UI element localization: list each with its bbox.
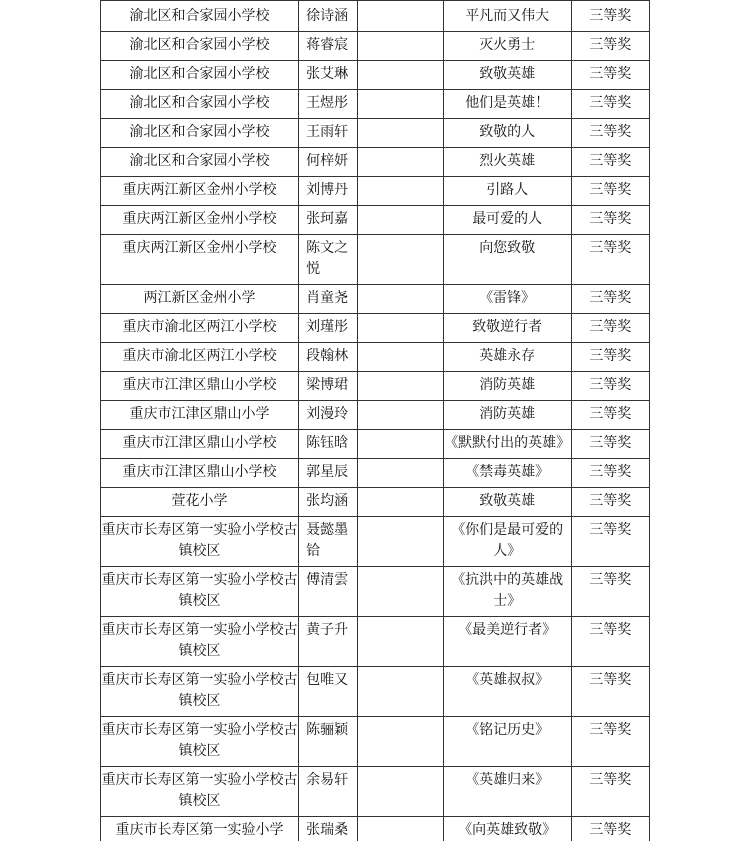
work-title-cell: 《默默付出的英雄》 (443, 430, 571, 459)
work-title-cell: 英雄永存 (443, 343, 571, 372)
work-title-cell: 致敬英雄 (443, 488, 571, 517)
table-row (101, 817, 650, 841)
award-level-cell: 三等奖 (571, 667, 649, 717)
table-row (101, 459, 650, 488)
student-name-cell: 王煜彤 (299, 90, 358, 119)
school-cell: 渝北区和合家园小学校 (101, 1, 299, 32)
work-title-cell: 向您致敬 (443, 235, 571, 285)
student-name-cell: 蒋睿宸 (299, 32, 358, 61)
student-name-cell: 陈钰晗 (299, 430, 358, 459)
table-row (101, 517, 650, 567)
work-title-cell: 《雷锋》 (443, 285, 571, 314)
empty-cell (358, 177, 443, 206)
school-cell: 重庆市长寿区第一实验小学 (101, 817, 299, 841)
empty-cell (358, 817, 443, 841)
school-cell: 重庆市江津区鼎山小学校 (101, 372, 299, 401)
school-cell: 渝北区和合家园小学校 (101, 90, 299, 119)
award-level-cell: 三等奖 (571, 177, 649, 206)
work-title-cell: 引路人 (443, 177, 571, 206)
empty-cell (358, 717, 443, 767)
table-row (101, 148, 650, 177)
school-cell: 渝北区和合家园小学校 (101, 119, 299, 148)
empty-cell (358, 617, 443, 667)
empty-cell (358, 430, 443, 459)
school-cell: 重庆两江新区金州小学校 (101, 235, 299, 285)
table-row (101, 206, 650, 235)
award-level-cell: 三等奖 (571, 517, 649, 567)
school-cell: 两江新区金州小学 (101, 285, 299, 314)
student-name-cell: 陈文之悦 (299, 235, 358, 285)
empty-cell (358, 343, 443, 372)
table-row (101, 617, 650, 667)
awards-table (100, 0, 650, 841)
table-row (101, 235, 650, 285)
table-row (101, 430, 650, 459)
table-row (101, 285, 650, 314)
table-row (101, 767, 650, 817)
school-cell: 重庆市江津区鼎山小学 (101, 401, 299, 430)
table-row (101, 32, 650, 61)
student-name-cell: 徐诗涵 (299, 1, 358, 32)
work-title-cell: 灭火勇士 (443, 32, 571, 61)
work-title-cell: 最可爱的人 (443, 206, 571, 235)
table-row (101, 401, 650, 430)
award-level-cell: 三等奖 (571, 1, 649, 32)
award-level-cell: 三等奖 (571, 372, 649, 401)
work-title-cell: 平凡而又伟大 (443, 1, 571, 32)
student-name-cell: 张珂嘉 (299, 206, 358, 235)
work-title-cell: 《禁毒英雄》 (443, 459, 571, 488)
table-row (101, 90, 650, 119)
school-cell: 重庆市渝北区两江小学校 (101, 343, 299, 372)
work-title-cell: 《英雄叔叔》 (443, 667, 571, 717)
awards-table-body (101, 1, 650, 841)
student-name-cell: 段翰林 (299, 343, 358, 372)
award-level-cell: 三等奖 (571, 717, 649, 767)
empty-cell (358, 206, 443, 235)
empty-cell (358, 667, 443, 717)
empty-cell (358, 235, 443, 285)
award-level-cell: 三等奖 (571, 61, 649, 90)
school-cell: 重庆市长寿区第一实验小学校古镇校区 (101, 517, 299, 567)
empty-cell (358, 1, 443, 32)
school-cell: 渝北区和合家园小学校 (101, 148, 299, 177)
school-cell: 重庆两江新区金州小学校 (101, 177, 299, 206)
student-name-cell: 聂懿墨铪 (299, 517, 358, 567)
student-name-cell: 张均涵 (299, 488, 358, 517)
award-level-cell: 三等奖 (571, 148, 649, 177)
award-level-cell: 三等奖 (571, 430, 649, 459)
work-title-cell: 消防英雄 (443, 372, 571, 401)
work-title-cell: 烈火英雄 (443, 148, 571, 177)
award-level-cell: 三等奖 (571, 235, 649, 285)
award-level-cell: 三等奖 (571, 617, 649, 667)
empty-cell (358, 285, 443, 314)
award-level-cell: 三等奖 (571, 32, 649, 61)
table-row (101, 1, 650, 32)
table-row (101, 488, 650, 517)
student-name-cell: 王雨轩 (299, 119, 358, 148)
table-row (101, 343, 650, 372)
school-cell: 萱花小学 (101, 488, 299, 517)
empty-cell (358, 61, 443, 90)
work-title-cell: 他们是英雄！ (443, 90, 571, 119)
empty-cell (358, 314, 443, 343)
work-title-cell: 《向英雄致敬》 (443, 817, 571, 841)
school-cell: 重庆市长寿区第一实验小学校古镇校区 (101, 667, 299, 717)
award-level-cell: 三等奖 (571, 206, 649, 235)
student-name-cell: 梁博珺 (299, 372, 358, 401)
work-title-cell: 《你们是最可爱的人》 (443, 517, 571, 567)
empty-cell (358, 517, 443, 567)
school-cell: 重庆市渝北区两江小学校 (101, 314, 299, 343)
table-row (101, 61, 650, 90)
table-row (101, 372, 650, 401)
work-title-cell: 致敬英雄 (443, 61, 571, 90)
award-level-cell: 三等奖 (571, 401, 649, 430)
work-title-cell: 《英雄归来》 (443, 767, 571, 817)
work-title-cell: 《最美逆行者》 (443, 617, 571, 667)
empty-cell (358, 767, 443, 817)
empty-cell (358, 459, 443, 488)
award-level-cell: 三等奖 (571, 567, 649, 617)
school-cell: 重庆市江津区鼎山小学校 (101, 430, 299, 459)
table-row (101, 119, 650, 148)
empty-cell (358, 119, 443, 148)
award-level-cell: 三等奖 (571, 314, 649, 343)
student-name-cell: 张艾琳 (299, 61, 358, 90)
school-cell: 重庆市江津区鼎山小学校 (101, 459, 299, 488)
student-name-cell: 余易轩 (299, 767, 358, 817)
student-name-cell: 何梓妍 (299, 148, 358, 177)
award-level-cell: 三等奖 (571, 90, 649, 119)
empty-cell (358, 90, 443, 119)
student-name-cell: 傅清雲 (299, 567, 358, 617)
school-cell: 重庆市长寿区第一实验小学校古镇校区 (101, 617, 299, 667)
award-level-cell: 三等奖 (571, 817, 649, 841)
empty-cell (358, 401, 443, 430)
school-cell: 重庆两江新区金州小学校 (101, 206, 299, 235)
empty-cell (358, 372, 443, 401)
empty-cell (358, 32, 443, 61)
student-name-cell: 刘漫玲 (299, 401, 358, 430)
student-name-cell: 陈骊颖 (299, 717, 358, 767)
work-title-cell: 致敬的人 (443, 119, 571, 148)
student-name-cell: 刘瑾彤 (299, 314, 358, 343)
student-name-cell: 包唯又 (299, 667, 358, 717)
table-row (101, 567, 650, 617)
school-cell: 渝北区和合家园小学校 (101, 32, 299, 61)
award-level-cell: 三等奖 (571, 343, 649, 372)
student-name-cell: 刘博丹 (299, 177, 358, 206)
award-level-cell: 三等奖 (571, 119, 649, 148)
award-level-cell: 三等奖 (571, 459, 649, 488)
work-title-cell: 《铭记历史》 (443, 717, 571, 767)
work-title-cell: 消防英雄 (443, 401, 571, 430)
empty-cell (358, 488, 443, 517)
work-title-cell: 《抗洪中的英雄战士》 (443, 567, 571, 617)
student-name-cell: 张瑞桑 (299, 817, 358, 841)
school-cell: 渝北区和合家园小学校 (101, 61, 299, 90)
empty-cell (358, 148, 443, 177)
student-name-cell: 黄子升 (299, 617, 358, 667)
table-row (101, 667, 650, 717)
table-row (101, 314, 650, 343)
school-cell: 重庆市长寿区第一实验小学校古镇校区 (101, 567, 299, 617)
school-cell: 重庆市长寿区第一实验小学校古镇校区 (101, 767, 299, 817)
award-level-cell: 三等奖 (571, 488, 649, 517)
school-cell: 重庆市长寿区第一实验小学校古镇校区 (101, 717, 299, 767)
award-level-cell: 三等奖 (571, 767, 649, 817)
work-title-cell: 致敬逆行者 (443, 314, 571, 343)
award-level-cell: 三等奖 (571, 285, 649, 314)
table-row (101, 177, 650, 206)
table-row (101, 717, 650, 767)
student-name-cell: 肖童尧 (299, 285, 358, 314)
empty-cell (358, 567, 443, 617)
student-name-cell: 郭星辰 (299, 459, 358, 488)
